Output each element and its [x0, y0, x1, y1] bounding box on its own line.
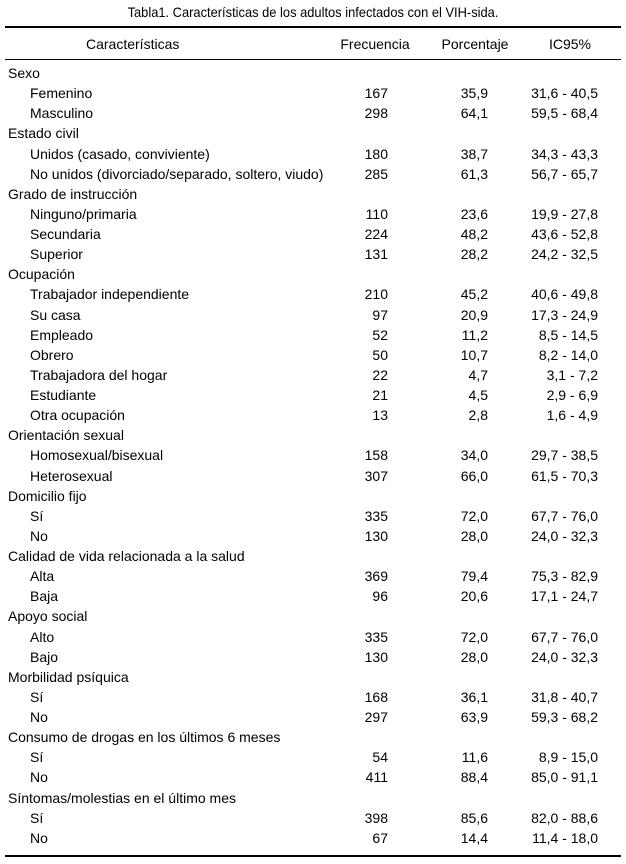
table-row — [0, 224, 626, 244]
row-label: Secundaria — [30, 226, 101, 242]
percentage-cell: 61,3 — [460, 165, 488, 182]
group-title: Síntomas/molestias en el último mes — [8, 789, 236, 806]
ci95-cell: 61,5 - 70,3 — [531, 467, 598, 484]
ci95-cell: 43,6 - 52,8 — [531, 226, 598, 242]
frequency-cell: 67 — [372, 829, 388, 846]
percentage-cell: 48,2 — [460, 226, 488, 242]
frequency-cell: 97 — [372, 306, 388, 323]
percentage-cell: 11,6 — [461, 749, 488, 766]
row-label: Sí — [30, 688, 44, 705]
group-header-row — [0, 486, 626, 506]
row-label: Heterosexual — [30, 467, 113, 484]
frequency-cell: 167 — [364, 85, 388, 102]
ci95-cell: 85,0 - 91,1 — [531, 769, 598, 786]
percentage-cell: 63,9 — [460, 709, 488, 725]
ci95-cell: 11,4 - 18,0 — [532, 829, 598, 846]
group-header-row — [0, 667, 626, 687]
ci95-cell: 67,7 - 76,0 — [531, 507, 598, 524]
group-header-row — [0, 727, 626, 747]
ci95-cell: 8,2 - 14,0 — [538, 346, 598, 363]
row-label: Ninguno/primaria — [30, 205, 137, 222]
table-row — [0, 405, 626, 425]
table-row — [0, 345, 626, 365]
group-title: Estado civil — [8, 125, 79, 142]
ci95-cell: 40,6 - 49,8 — [531, 286, 598, 303]
row-label: No — [30, 769, 48, 786]
percentage-cell: 79,4 — [460, 568, 488, 585]
header-characteristics: Características — [86, 36, 180, 52]
group-header-row — [0, 425, 626, 445]
ci95-cell: 31,8 - 40,7 — [531, 688, 598, 705]
table-row — [0, 627, 626, 647]
row-label: No — [30, 527, 48, 544]
table-row — [0, 526, 626, 546]
table-bottom-rule — [5, 855, 621, 857]
row-label: Estudiante — [30, 387, 97, 403]
table-row — [0, 747, 626, 767]
table-row — [0, 244, 626, 264]
table-row — [0, 164, 626, 184]
percentage-cell: 85,6 — [460, 809, 488, 826]
table-row — [0, 103, 626, 123]
ci95-cell: 34,3 - 43,3 — [531, 145, 598, 162]
frequency-cell: 131 — [364, 246, 388, 263]
percentage-cell: 88,4 — [460, 769, 488, 786]
table-caption: Tabla1. Características de los adultos infectados con el VIH-sida. — [127, 4, 499, 20]
percentage-cell: 72,0 — [460, 507, 488, 524]
group-header-row — [0, 264, 626, 284]
frequency-cell: 50 — [372, 346, 388, 363]
ci95-cell: 17,3 - 24,9 — [531, 306, 598, 323]
percentage-cell: 36,1 — [460, 688, 488, 705]
header-ci95: IC95% — [548, 36, 592, 52]
group-title: Morbilidad psíquica — [8, 668, 129, 685]
row-label: Trabajadora del hogar — [30, 366, 168, 383]
row-label: Femenino — [30, 85, 93, 102]
table-row — [0, 466, 626, 486]
percentage-cell: 64,1 — [460, 105, 488, 122]
frequency-cell: 21 — [372, 387, 388, 403]
row-label: Sí — [30, 809, 44, 826]
group-title: Ocupación — [8, 266, 75, 283]
row-label: Otra ocupación — [30, 407, 125, 424]
ci95-cell: 24,0 - 32,3 — [531, 648, 598, 665]
group-header-row — [0, 546, 626, 566]
frequency-cell: 298 — [364, 105, 388, 122]
row-label: Trabajador independiente — [30, 286, 190, 303]
frequency-cell: 130 — [364, 527, 388, 544]
group-title: Apoyo social — [8, 608, 88, 625]
group-title: Grado de instrucción — [8, 185, 138, 202]
table-row — [0, 767, 626, 787]
row-label: Homosexual/bisexual — [30, 447, 164, 464]
table-body — [0, 63, 626, 848]
table-row — [0, 204, 626, 224]
table-row — [0, 586, 626, 606]
header-bottom-rule — [5, 59, 621, 60]
frequency-cell: 130 — [364, 648, 388, 665]
ci95-cell: 17,1 - 24,7 — [531, 588, 598, 605]
frequency-cell: 297 — [364, 709, 388, 725]
row-label: Alto — [30, 628, 55, 645]
row-label: Unidos (casado, conviviente) — [30, 145, 210, 162]
row-label: Sí — [30, 507, 44, 524]
percentage-cell: 10,7 — [460, 346, 488, 363]
percentage-cell: 20,6 — [460, 588, 488, 605]
row-label: Su casa — [30, 306, 81, 323]
table-row — [0, 828, 626, 848]
table-row — [0, 385, 626, 405]
percentage-cell: 66,0 — [460, 467, 488, 484]
row-label: Masculino — [30, 105, 94, 122]
ci95-cell: 2,9 - 6,9 — [546, 387, 598, 403]
row-label: Bajo — [30, 648, 59, 665]
header-percentage: Porcentaje — [441, 36, 509, 52]
frequency-cell: 285 — [364, 165, 388, 182]
frequency-cell: 335 — [364, 628, 388, 645]
row-label: Obrero — [30, 346, 74, 363]
row-label: Sí — [30, 749, 44, 766]
table-row — [0, 707, 626, 727]
table-row — [0, 687, 626, 707]
percentage-cell: 28,0 — [460, 648, 488, 665]
frequency-cell: 369 — [364, 568, 388, 585]
row-label: Superior — [30, 246, 83, 263]
row-label: Alta — [30, 568, 55, 585]
group-header-row — [0, 184, 626, 204]
frequency-cell: 168 — [364, 688, 388, 705]
frequency-cell: 22 — [372, 366, 388, 383]
ci95-cell: 1,6 - 4,9 — [546, 407, 598, 424]
ci95-cell: 3,1 - 7,2 — [546, 366, 598, 383]
group-title: Orientación sexual — [8, 427, 124, 444]
frequency-cell: 158 — [364, 447, 388, 464]
ci95-cell: 24,0 - 32,3 — [531, 527, 598, 544]
ci95-cell: 59,3 - 68,2 — [531, 709, 598, 725]
frequency-cell: 335 — [364, 507, 388, 524]
ci95-cell: 31,6 - 40,5 — [531, 85, 598, 102]
row-label: Baja — [30, 588, 59, 605]
percentage-cell: 45,2 — [460, 286, 488, 303]
header-frequency: Frecuencia — [340, 36, 410, 52]
group-header-row — [0, 123, 626, 143]
frequency-cell: 224 — [364, 226, 388, 242]
frequency-cell: 398 — [364, 809, 388, 826]
frequency-cell: 307 — [364, 467, 388, 484]
percentage-cell: 4,5 — [468, 387, 488, 403]
group-title: Domicilio fijo — [8, 487, 87, 504]
table-row — [0, 365, 626, 385]
percentage-cell: 2,8 — [468, 407, 488, 424]
ci95-cell: 67,7 - 76,0 — [531, 628, 598, 645]
ci95-cell: 8,9 - 15,0 — [538, 749, 598, 766]
row-label: No — [30, 709, 48, 725]
table-row — [0, 144, 626, 164]
ci95-cell: 19,9 - 27,8 — [531, 205, 598, 222]
frequency-cell: 411 — [365, 769, 388, 786]
table-top-rule — [5, 26, 621, 28]
frequency-cell: 54 — [372, 749, 388, 766]
percentage-cell: 23,6 — [460, 205, 488, 222]
table-row — [0, 506, 626, 526]
table-row — [0, 808, 626, 828]
table-row — [0, 647, 626, 667]
frequency-cell: 96 — [372, 588, 388, 605]
group-title: Calidad de vida relacionada a la salud — [8, 548, 245, 564]
percentage-cell: 20,9 — [460, 306, 488, 323]
percentage-cell: 35,9 — [460, 85, 488, 102]
row-label: No — [30, 829, 48, 846]
group-title: Consumo de drogas en los últimos 6 meses — [8, 729, 281, 746]
group-title: Sexo — [8, 65, 40, 81]
ci95-cell: 82,0 - 88,6 — [531, 809, 598, 826]
ci95-cell: 29,7 - 38,5 — [531, 447, 598, 464]
table-row — [0, 284, 626, 304]
frequency-cell: 110 — [365, 205, 388, 222]
row-label: Empleado — [30, 326, 94, 343]
percentage-cell: 72,0 — [460, 628, 488, 645]
ci95-cell: 56,7 - 65,7 — [531, 165, 598, 182]
table-row — [0, 325, 626, 345]
frequency-cell: 210 — [364, 286, 388, 303]
table-row — [0, 566, 626, 586]
percentage-cell: 4,7 — [468, 366, 488, 383]
group-header-row — [0, 788, 626, 808]
percentage-cell: 14,4 — [460, 829, 488, 846]
ci95-cell: 59,5 - 68,4 — [531, 105, 598, 122]
percentage-cell: 34,0 — [460, 447, 488, 464]
table-row — [0, 305, 626, 325]
table-row — [0, 83, 626, 103]
frequency-cell: 52 — [372, 326, 388, 343]
ci95-cell: 8,5 - 14,5 — [538, 326, 598, 343]
ci95-cell: 75,3 - 82,9 — [531, 568, 598, 585]
table-row — [0, 445, 626, 465]
percentage-cell: 28,2 — [460, 246, 488, 263]
frequency-cell: 180 — [364, 145, 388, 162]
row-label: No unidos (divorciado/separado, soltero, viudo) — [30, 165, 324, 182]
percentage-cell: 11,2 — [461, 326, 488, 343]
group-header-row — [0, 606, 626, 626]
group-header-row — [0, 63, 626, 83]
percentage-cell: 28,0 — [460, 527, 488, 544]
percentage-cell: 38,7 — [460, 145, 488, 162]
ci95-cell: 24,2 - 32,5 — [531, 246, 598, 263]
frequency-cell: 13 — [372, 407, 388, 424]
